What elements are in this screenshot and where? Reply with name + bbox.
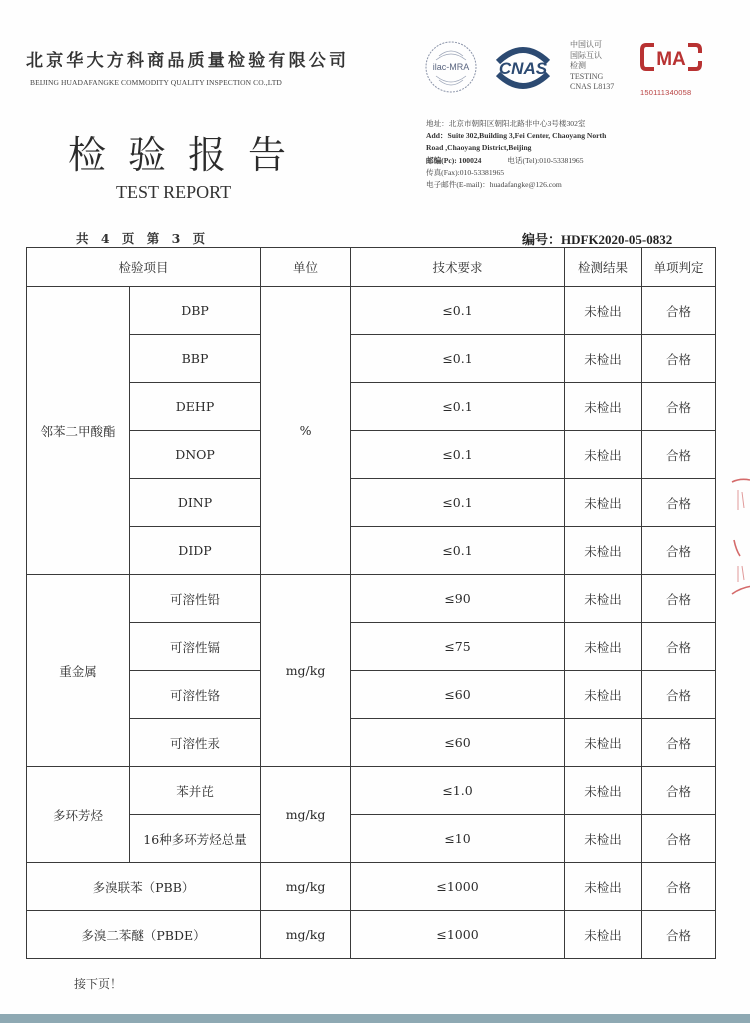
cma-logo xyxy=(640,42,702,72)
company-name-en: BEIJING HUADAFANGKE COMMODITY QUALITY INSPECTION CO.,LTD xyxy=(30,78,282,87)
verdict-cell: 合格 xyxy=(642,863,716,911)
requirement-cell: ≤60 xyxy=(351,671,565,719)
table-row xyxy=(27,623,716,671)
verdict-cell: 合格 xyxy=(642,719,716,767)
verdict-cell: 合格 xyxy=(642,335,716,383)
requirement-cell: ≤90 xyxy=(351,575,565,623)
red-seal-stamp xyxy=(730,470,750,600)
report-title-cn: 检验报告 xyxy=(68,133,309,177)
verdict-cell: 合格 xyxy=(642,287,716,335)
item-name-cell: 可溶性汞 xyxy=(130,719,261,767)
item-name-cell: 多溴联苯（PBB） xyxy=(27,863,261,911)
result-cell: 未检出 xyxy=(565,863,642,911)
item-name-cell: 16种多环芳烃总量 xyxy=(130,815,261,863)
verdict-cell: 合格 xyxy=(642,815,716,863)
address-cn: 地址：北京市朝阳区朝阳北路非中心3号楼302室 xyxy=(426,119,586,128)
group-name-cell: 重金属 xyxy=(27,575,130,767)
unit-cell: mg/kg xyxy=(261,767,351,863)
continued-note: 接下页！ xyxy=(74,977,123,991)
table-row xyxy=(27,287,716,335)
requirement-cell: ≤1000 xyxy=(351,911,565,959)
testing-line: 国际互认 xyxy=(570,50,602,60)
result-cell: 未检出 xyxy=(565,527,642,575)
table-row xyxy=(27,863,716,911)
requirement-cell: ≤1.0 xyxy=(351,767,565,815)
contact-info xyxy=(426,118,606,191)
table-row xyxy=(27,671,716,719)
verdict-cell: 合格 xyxy=(642,671,716,719)
group-name-cell: 多环芳烃 xyxy=(27,767,130,863)
result-cell: 未检出 xyxy=(565,335,642,383)
requirement-cell: ≤0.1 xyxy=(351,383,565,431)
item-name-cell: DBP xyxy=(130,287,261,335)
requirement-cell: ≤75 xyxy=(351,623,565,671)
table-row xyxy=(27,911,716,959)
table-header-row xyxy=(27,248,716,287)
table-row xyxy=(27,383,716,431)
result-cell: 未检出 xyxy=(565,815,642,863)
unit-cell: % xyxy=(261,287,351,575)
table-row xyxy=(27,719,716,767)
report-number: 编号：HDFK2020-05-0832 xyxy=(522,232,673,247)
email: 电子邮件(E-mail)：huadafangke@126.com xyxy=(426,180,562,190)
testing-line: CNAS L8137 xyxy=(570,82,615,91)
verdict-cell: 合格 xyxy=(642,623,716,671)
bottom-edge-bar xyxy=(0,1014,750,1023)
verdict-cell: 合格 xyxy=(642,575,716,623)
page-count: 共 4 页 第 3 页 xyxy=(76,231,207,246)
report-title-en: TEST REPORT xyxy=(116,182,232,202)
requirement-cell: ≤10 xyxy=(351,815,565,863)
table-row xyxy=(27,767,716,815)
unit-cell: mg/kg xyxy=(261,863,351,911)
item-name-cell: 苯并芘 xyxy=(130,767,261,815)
table-row xyxy=(27,479,716,527)
result-cell: 未检出 xyxy=(565,383,642,431)
verdict-cell: 合格 xyxy=(642,527,716,575)
requirement-cell: ≤60 xyxy=(351,719,565,767)
ilac-mra-logo xyxy=(424,40,478,94)
postcode-phone xyxy=(426,155,606,167)
item-name-cell: 可溶性镉 xyxy=(130,623,261,671)
requirement-cell: ≤0.1 xyxy=(351,431,565,479)
item-name-cell: 可溶性铬 xyxy=(130,671,261,719)
result-cell: 未检出 xyxy=(565,479,642,527)
item-name-cell: DIDP xyxy=(130,527,261,575)
verdict-cell: 合格 xyxy=(642,431,716,479)
table-row xyxy=(27,815,716,863)
item-name-cell: BBP xyxy=(130,335,261,383)
item-name-cell: 多溴二苯醚（PBDE） xyxy=(27,911,261,959)
table-row xyxy=(27,431,716,479)
requirement-cell: ≤0.1 xyxy=(351,335,565,383)
verdict-cell: 合格 xyxy=(642,479,716,527)
fax: 传真(Fax):010-53381965 xyxy=(426,167,505,177)
ilac-text: ilac-MRA xyxy=(432,62,470,72)
group-name-cell: 邻苯二甲酸酯 xyxy=(27,287,130,575)
result-cell: 未检出 xyxy=(565,719,642,767)
table-row xyxy=(27,335,716,383)
testing-line: 检测 xyxy=(570,61,586,70)
postcode: 邮编(Pc): 100024 xyxy=(426,155,482,165)
cnas-logo xyxy=(490,42,556,92)
cma-text: MA xyxy=(656,49,686,70)
phone: 电话(Tel):010-53381965 xyxy=(507,155,584,165)
header-unit: 单位 xyxy=(261,248,351,287)
address-en-1: Add：Suite 302,Building 3,Fei Center, Chaoyang North xyxy=(426,131,607,141)
item-name-cell: DNOP xyxy=(130,431,261,479)
cnas-text: CNAS xyxy=(498,59,548,78)
result-cell: 未检出 xyxy=(565,671,642,719)
requirement-cell: ≤1000 xyxy=(351,863,565,911)
header-requirement: 技术要求 xyxy=(351,248,565,287)
item-name-cell: DINP xyxy=(130,479,261,527)
header-verdict: 单项判定 xyxy=(642,248,716,287)
testing-line: 中国认可 xyxy=(570,40,602,49)
result-cell: 未检出 xyxy=(565,911,642,959)
requirement-cell: ≤0.1 xyxy=(351,287,565,335)
result-cell: 未检出 xyxy=(565,431,642,479)
result-cell: 未检出 xyxy=(565,575,642,623)
verdict-cell: 合格 xyxy=(642,767,716,815)
verdict-cell: 合格 xyxy=(642,911,716,959)
verdict-cell: 合格 xyxy=(642,383,716,431)
result-cell: 未检出 xyxy=(565,287,642,335)
header-result: 检测结果 xyxy=(565,248,642,287)
table-row xyxy=(27,527,716,575)
cma-number: 150111340058 xyxy=(640,88,692,97)
result-cell: 未检出 xyxy=(565,767,642,815)
item-name-cell: 可溶性铅 xyxy=(130,575,261,623)
item-name-cell: DEHP xyxy=(130,383,261,431)
testing-accreditation xyxy=(570,40,614,93)
address-en-2: Road ,Chaoyang District,Beijing xyxy=(426,143,532,153)
header-item: 检验项目 xyxy=(27,248,261,287)
testing-line: TESTING xyxy=(570,71,604,81)
company-name-cn: 北京华大方科商品质量检验有限公司 xyxy=(26,51,350,71)
unit-cell: mg/kg xyxy=(261,911,351,959)
test-results-table xyxy=(26,247,716,959)
requirement-cell: ≤0.1 xyxy=(351,527,565,575)
unit-cell: mg/kg xyxy=(261,575,351,767)
table-row xyxy=(27,575,716,623)
requirement-cell: ≤0.1 xyxy=(351,479,565,527)
result-cell: 未检出 xyxy=(565,623,642,671)
